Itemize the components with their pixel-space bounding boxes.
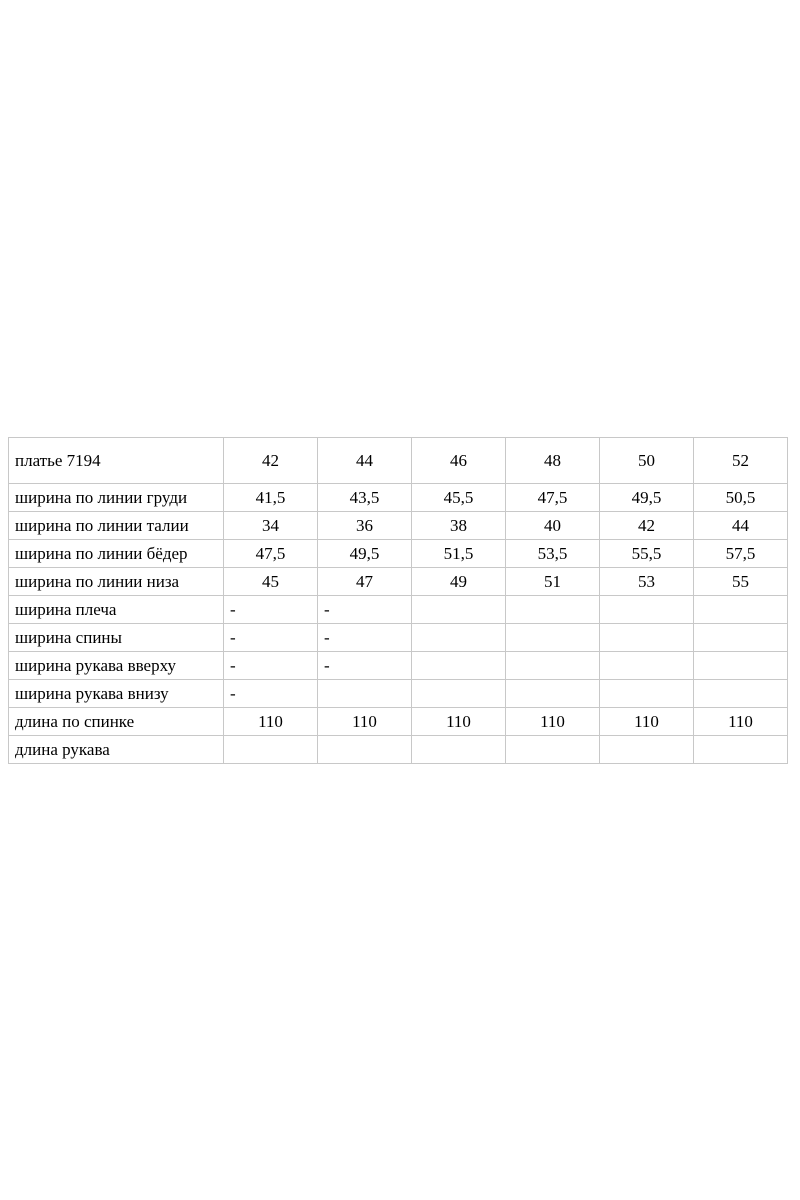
cell-value[interactable]: 55 [694,568,788,596]
cell-value[interactable] [224,736,318,764]
size-table [8,437,788,764]
size-header-44[interactable]: 44 [318,438,412,484]
cell-value[interactable]: 110 [694,708,788,736]
size-header-48[interactable]: 48 [506,438,600,484]
cell-value[interactable]: 49,5 [318,540,412,568]
cell-value[interactable] [694,624,788,652]
table-row [9,708,788,736]
cell-value[interactable]: 57,5 [694,540,788,568]
cell-value[interactable]: - [318,624,412,652]
cell-value[interactable]: 41,5 [224,484,318,512]
row-label: ширина рукава внизу [9,680,224,708]
row-label: длина рукава [9,736,224,764]
table-row [9,624,788,652]
cell-value[interactable]: 110 [318,708,412,736]
cell-value[interactable]: 53 [600,568,694,596]
row-label: ширина рукава вверху [9,652,224,680]
cell-value[interactable] [318,736,412,764]
table-row [9,540,788,568]
row-label: ширина по линии груди [9,484,224,512]
size-header-52[interactable]: 52 [694,438,788,484]
cell-value[interactable]: 36 [318,512,412,540]
cell-value[interactable]: 38 [412,512,506,540]
cell-value[interactable]: - [318,596,412,624]
row-label: ширина плеча [9,596,224,624]
row-label: длина по спинке [9,708,224,736]
cell-value[interactable] [694,736,788,764]
cell-value[interactable]: 110 [600,708,694,736]
cell-value[interactable]: - [318,652,412,680]
table-row [9,652,788,680]
cell-value[interactable]: 49 [412,568,506,596]
cell-value[interactable]: 47,5 [506,484,600,512]
table-row [9,484,788,512]
cell-value[interactable]: 110 [506,708,600,736]
cell-value[interactable] [412,652,506,680]
size-header-42[interactable]: 42 [224,438,318,484]
size-header-46[interactable]: 46 [412,438,506,484]
cell-value[interactable]: 43,5 [318,484,412,512]
cell-value[interactable]: 45 [224,568,318,596]
cell-value[interactable] [412,596,506,624]
cell-value[interactable]: 44 [694,512,788,540]
cell-value[interactable] [694,652,788,680]
cell-value[interactable]: 50,5 [694,484,788,512]
cell-value[interactable]: 51 [506,568,600,596]
row-label: ширина спины [9,624,224,652]
cell-value[interactable]: 55,5 [600,540,694,568]
row-label: ширина по линии талии [9,512,224,540]
cell-value[interactable] [506,736,600,764]
table-header-row [9,438,788,484]
cell-value[interactable] [694,596,788,624]
cell-value[interactable] [412,736,506,764]
cell-value[interactable] [412,624,506,652]
size-header-50[interactable]: 50 [600,438,694,484]
cell-value[interactable]: 42 [600,512,694,540]
cell-value[interactable]: - [224,652,318,680]
cell-value[interactable] [412,680,506,708]
cell-value[interactable]: 49,5 [600,484,694,512]
table-row [9,736,788,764]
cell-value[interactable]: 110 [412,708,506,736]
cell-value[interactable]: - [224,624,318,652]
cell-value[interactable] [506,680,600,708]
table-row [9,596,788,624]
cell-value[interactable] [694,680,788,708]
cell-value[interactable] [506,652,600,680]
cell-value[interactable]: 47 [318,568,412,596]
cell-value[interactable]: 110 [224,708,318,736]
row-label: ширина по линии бёдер [9,540,224,568]
table-body [9,438,788,764]
cell-value[interactable]: 45,5 [412,484,506,512]
table-row [9,680,788,708]
measurement-sheet [8,437,786,764]
cell-value[interactable] [600,736,694,764]
cell-value[interactable]: - [224,680,318,708]
table-row [9,568,788,596]
cell-value[interactable] [506,624,600,652]
cell-value[interactable] [506,596,600,624]
row-label: ширина по линии низа [9,568,224,596]
cell-value[interactable] [600,652,694,680]
cell-value[interactable]: 40 [506,512,600,540]
cell-value[interactable] [600,680,694,708]
table-title-cell: платье 7194 [9,438,224,484]
cell-value[interactable] [600,624,694,652]
cell-value[interactable]: 34 [224,512,318,540]
cell-value[interactable] [318,680,412,708]
cell-value[interactable]: 47,5 [224,540,318,568]
cell-value[interactable]: 51,5 [412,540,506,568]
cell-value[interactable]: 53,5 [506,540,600,568]
cell-value[interactable] [600,596,694,624]
cell-value[interactable]: - [224,596,318,624]
table-row [9,512,788,540]
